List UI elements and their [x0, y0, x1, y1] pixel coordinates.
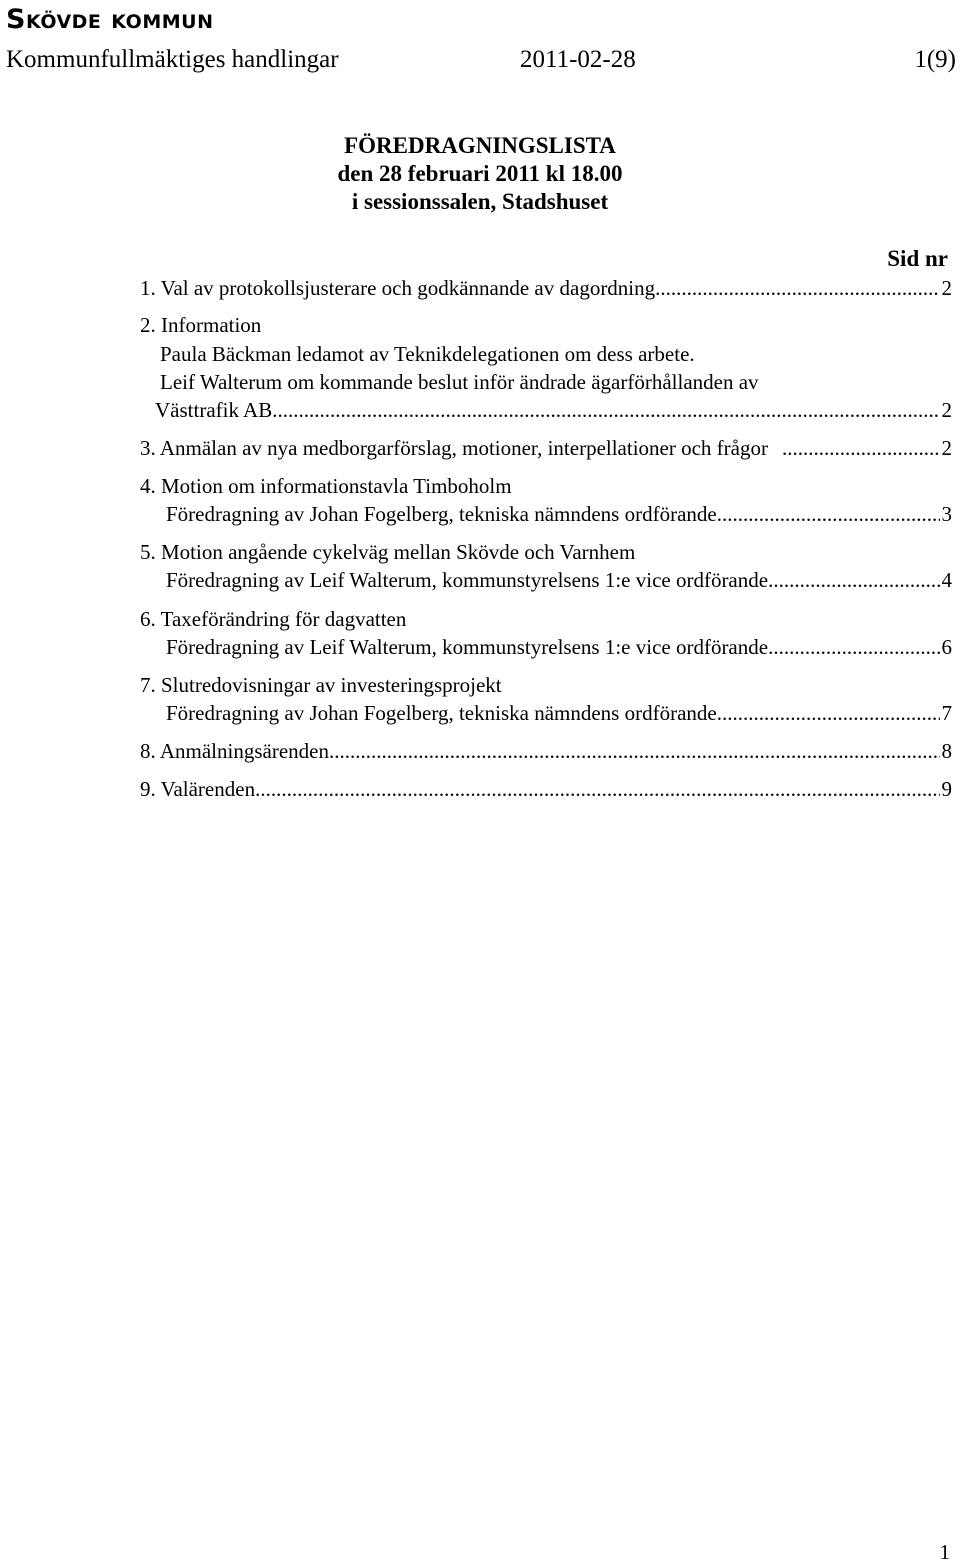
dot-leader: [768, 436, 940, 461]
agenda-item-4: [166, 502, 952, 527]
agenda-item-2-title: 2. Information: [140, 313, 262, 337]
dot-leader: [768, 568, 939, 593]
meeting-date: den 28 februari 2011 kl 18.00: [337, 161, 623, 186]
agenda-item-9: [140, 777, 952, 802]
document-date: 2011-02-28: [520, 46, 636, 73]
dot-leader: [655, 276, 939, 301]
agenda-item-page: 4: [941, 568, 952, 592]
agenda-item-title: 1. Val av protokollsjusterare och godkännande av dagordning: [140, 276, 656, 300]
agenda-item-6: [166, 635, 952, 660]
dot-leader: [717, 502, 940, 527]
agenda-item-3: [140, 436, 952, 461]
municipality-logo: Skövde kommun: [6, 4, 214, 35]
footer-page-number: 1: [939, 1540, 950, 1564]
agenda-item-7-title: 7. Slutredovisningar av investeringsprojekt: [140, 673, 502, 697]
agenda-item-4-title: 4. Motion om informationstavla Timboholm: [140, 474, 512, 498]
agenda-item-8: [140, 739, 952, 764]
agenda-item-6-title: 6. Taxeförändring för dagvatten: [140, 607, 407, 631]
agenda-item-page: 9: [941, 777, 952, 801]
meeting-location: i sessionssalen, Stadshuset: [351, 189, 609, 214]
agenda-item-page: 2: [941, 436, 952, 460]
agenda-item-subline: Föredragning av Leif Walterum, kommunstyrelsens 1:e vice ordförande: [166, 568, 769, 592]
agenda-item-page: 2: [941, 398, 952, 422]
agenda-item-page: 2: [941, 276, 952, 300]
agenda-item-1: [140, 276, 952, 301]
document-title: Kommunfullmäktiges handlingar: [6, 46, 339, 73]
agenda-item-subline: Föredragning av Johan Fogelberg, tekniska nämndens ordförande: [166, 701, 717, 725]
agenda-heading: FÖREDRAGNINGSLISTA: [344, 133, 616, 158]
dot-leader: [272, 398, 939, 423]
agenda-item-page: 8: [941, 739, 952, 763]
agenda-item-subline: Föredragning av Johan Fogelberg, tekniska nämndens ordförande: [166, 502, 717, 526]
agenda-item-2-subline: Paula Bäckman ledamot av Teknikdelegationen om dess arbete.: [160, 342, 695, 366]
agenda-item-title: 8. Anmälningsärenden: [140, 739, 329, 763]
dot-leader: [255, 777, 939, 802]
page-number-column-label: Sid nr: [887, 246, 948, 271]
agenda-item-page: 6: [941, 635, 952, 659]
page-count: 1(9): [914, 46, 956, 73]
agenda-item-2-subline: Leif Walterum om kommande beslut inför ändrade ägarförhållanden av: [160, 370, 759, 394]
agenda-item-subline: Föredragning av Leif Walterum, kommunstyrelsens 1:e vice ordförande: [166, 635, 769, 659]
dot-leader: [717, 701, 940, 726]
agenda-item-7: [166, 701, 952, 726]
agenda-item-title: 9. Valärenden: [140, 777, 256, 801]
agenda-item-page: 7: [941, 701, 952, 725]
agenda-item-5: [166, 568, 952, 593]
agenda-item-title: 3. Anmälan av nya medborgarförslag, motioner, interpellationer och frågor: [140, 436, 768, 460]
agenda-item-5-title: 5. Motion angående cykelväg mellan Skövde och Varnhem: [140, 540, 636, 564]
agenda-item-2: [155, 398, 952, 423]
dot-leader: [329, 739, 940, 764]
agenda-item-subline: Västtrafik AB: [155, 398, 273, 422]
agenda-item-page: 3: [941, 502, 952, 526]
dot-leader: [768, 635, 939, 660]
